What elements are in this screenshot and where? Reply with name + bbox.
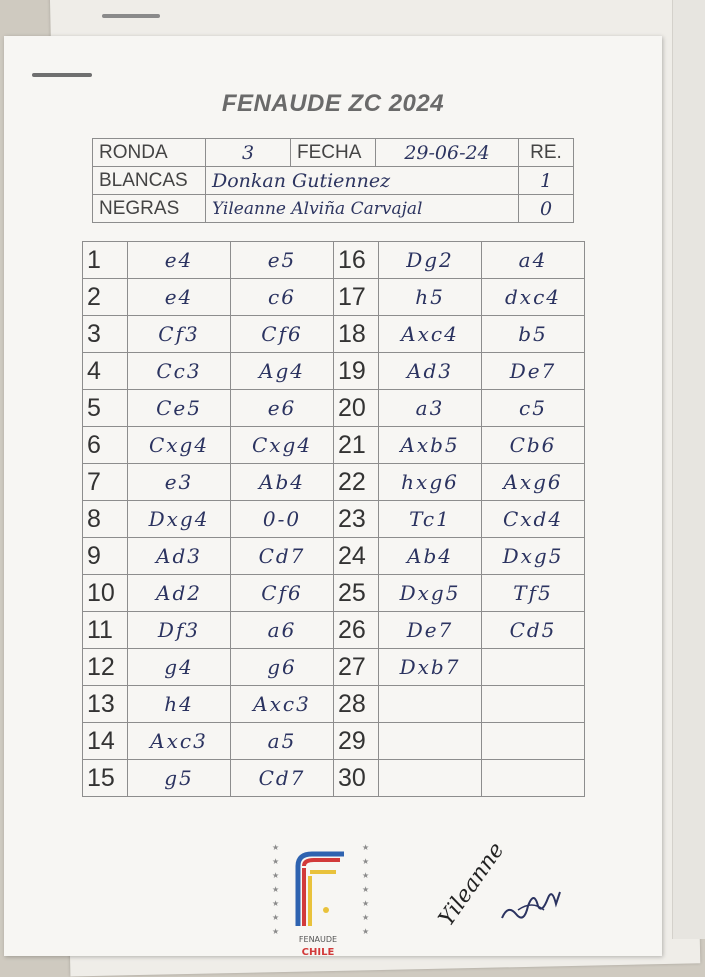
black-move: c6 — [231, 279, 334, 316]
black-move — [482, 723, 585, 760]
black-move: a4 — [482, 242, 585, 279]
move-number: 22 — [334, 464, 379, 501]
black-move: e5 — [231, 242, 334, 279]
black-move: Tf5 — [482, 575, 585, 612]
moves-table — [82, 241, 585, 797]
white-move: De7 — [379, 612, 482, 649]
white-move: Axc3 — [128, 723, 231, 760]
black-move: Cd7 — [231, 538, 334, 575]
white-move: Dg2 — [379, 242, 482, 279]
white-move: Df3 — [128, 612, 231, 649]
staple — [102, 14, 160, 18]
svg-text:★: ★ — [362, 885, 370, 894]
black-move: a6 — [231, 612, 334, 649]
move-number: 11 — [83, 612, 128, 649]
white-move: Ad3 — [379, 353, 482, 390]
black-move: Cb6 — [482, 427, 585, 464]
move-row — [83, 242, 585, 279]
move-number: 23 — [334, 501, 379, 538]
ronda-label: RONDA — [93, 139, 206, 167]
white-move: Ce5 — [128, 390, 231, 427]
move-number: 25 — [334, 575, 379, 612]
black-move: c5 — [482, 390, 585, 427]
svg-text:★: ★ — [272, 857, 280, 866]
move-row — [83, 353, 585, 390]
staple — [32, 73, 92, 77]
white-move: Cf3 — [128, 316, 231, 353]
white-move: h5 — [379, 279, 482, 316]
move-number: 20 — [334, 390, 379, 427]
move-number: 21 — [334, 427, 379, 464]
move-number: 2 — [83, 279, 128, 316]
black-move — [482, 760, 585, 797]
sheet-title: FENAUDE ZC 2024 — [221, 90, 445, 117]
black-move: g6 — [231, 649, 334, 686]
white-move: g5 — [128, 760, 231, 797]
side-sheet — [672, 0, 705, 939]
scoresheet — [4, 36, 662, 956]
white-move: hxg6 — [379, 464, 482, 501]
move-number: 5 — [83, 390, 128, 427]
move-row — [83, 686, 585, 723]
move-number: 7 — [83, 464, 128, 501]
move-number: 3 — [83, 316, 128, 353]
move-number: 30 — [334, 760, 379, 797]
svg-text:★: ★ — [272, 871, 280, 880]
move-number: 28 — [334, 686, 379, 723]
black-move: Dxg5 — [482, 538, 585, 575]
black-move: Cd5 — [482, 612, 585, 649]
black-move: Cxg4 — [231, 427, 334, 464]
white-move: Axb5 — [379, 427, 482, 464]
move-row — [83, 575, 585, 612]
white-move — [379, 760, 482, 797]
svg-text:★: ★ — [362, 871, 370, 880]
white-move: Dxg4 — [128, 501, 231, 538]
white-move — [379, 686, 482, 723]
white-move: Ad2 — [128, 575, 231, 612]
blancas-result: 1 — [519, 167, 574, 195]
move-number: 6 — [83, 427, 128, 464]
move-row — [83, 538, 585, 575]
blancas-player: Donkan Gutiennez — [206, 167, 519, 195]
white-move: Cc3 — [128, 353, 231, 390]
white-move: Tc1 — [379, 501, 482, 538]
fecha-value: 29-06-24 — [376, 139, 519, 167]
svg-text:★: ★ — [362, 857, 370, 866]
signature-white — [498, 884, 568, 924]
result-label: RE. — [519, 139, 574, 167]
white-move: e4 — [128, 279, 231, 316]
move-number: 4 — [83, 353, 128, 390]
ronda-value: 3 — [206, 139, 291, 167]
move-row — [83, 464, 585, 501]
black-move: Axc3 — [231, 686, 334, 723]
fecha-label: FECHA — [291, 139, 376, 167]
move-row — [83, 279, 585, 316]
white-move: e3 — [128, 464, 231, 501]
move-row — [83, 723, 585, 760]
move-row — [83, 427, 585, 464]
negras-label: NEGRAS — [93, 195, 206, 223]
move-number: 19 — [334, 353, 379, 390]
black-move: e6 — [231, 390, 334, 427]
svg-text:★: ★ — [362, 899, 370, 908]
black-move: De7 — [482, 353, 585, 390]
svg-text:★: ★ — [362, 927, 370, 936]
move-row — [83, 612, 585, 649]
black-move: b5 — [482, 316, 585, 353]
move-row — [83, 390, 585, 427]
svg-text:★: ★ — [272, 899, 280, 908]
white-move: Dxb7 — [379, 649, 482, 686]
move-number: 16 — [334, 242, 379, 279]
svg-text:★: ★ — [272, 885, 280, 894]
black-move: 0-0 — [231, 501, 334, 538]
move-row — [83, 760, 585, 797]
move-number: 15 — [83, 760, 128, 797]
white-move: h4 — [128, 686, 231, 723]
svg-text:★: ★ — [272, 927, 280, 936]
white-move: Ad3 — [128, 538, 231, 575]
blancas-label: BLANCAS — [93, 167, 206, 195]
move-number: 18 — [334, 316, 379, 353]
move-number: 14 — [83, 723, 128, 760]
move-number: 27 — [334, 649, 379, 686]
black-move: a5 — [231, 723, 334, 760]
move-number: 8 — [83, 501, 128, 538]
white-move: a3 — [379, 390, 482, 427]
svg-text:★: ★ — [362, 843, 370, 852]
move-number: 12 — [83, 649, 128, 686]
black-move: Axg6 — [482, 464, 585, 501]
move-number: 1 — [83, 242, 128, 279]
black-move: Cf6 — [231, 316, 334, 353]
move-row — [83, 501, 585, 538]
svg-text:★: ★ — [272, 843, 280, 852]
negras-player: Yileanne Alviña Carvajal — [206, 195, 519, 223]
move-number: 10 — [83, 575, 128, 612]
white-move: Axc4 — [379, 316, 482, 353]
logo-text-2: CHILE — [301, 947, 335, 958]
black-move: Ag4 — [231, 353, 334, 390]
move-number: 29 — [334, 723, 379, 760]
white-move: g4 — [128, 649, 231, 686]
white-move — [379, 723, 482, 760]
white-move: Cxg4 — [128, 427, 231, 464]
move-number: 13 — [83, 686, 128, 723]
black-move: Cd7 — [231, 760, 334, 797]
black-move — [482, 649, 585, 686]
move-number: 17 — [334, 279, 379, 316]
black-move: Ab4 — [231, 464, 334, 501]
black-move: Cxd4 — [482, 501, 585, 538]
fenaude-logo — [266, 836, 376, 976]
negras-result: 0 — [519, 195, 574, 223]
white-move: Ab4 — [379, 538, 482, 575]
logo-text-1: FENAUDE — [298, 935, 338, 944]
black-move: dxc4 — [482, 279, 585, 316]
move-row — [83, 316, 585, 353]
move-number: 26 — [334, 612, 379, 649]
move-row — [83, 649, 585, 686]
svg-text:★: ★ — [362, 913, 370, 922]
header-table — [92, 138, 574, 223]
black-move: Cf6 — [231, 575, 334, 612]
signature-black: Yileanne — [434, 838, 510, 931]
move-number: 24 — [334, 538, 379, 575]
white-move: Dxg5 — [379, 575, 482, 612]
black-move — [482, 686, 585, 723]
svg-text:★: ★ — [272, 913, 280, 922]
move-number: 9 — [83, 538, 128, 575]
white-move: e4 — [128, 242, 231, 279]
